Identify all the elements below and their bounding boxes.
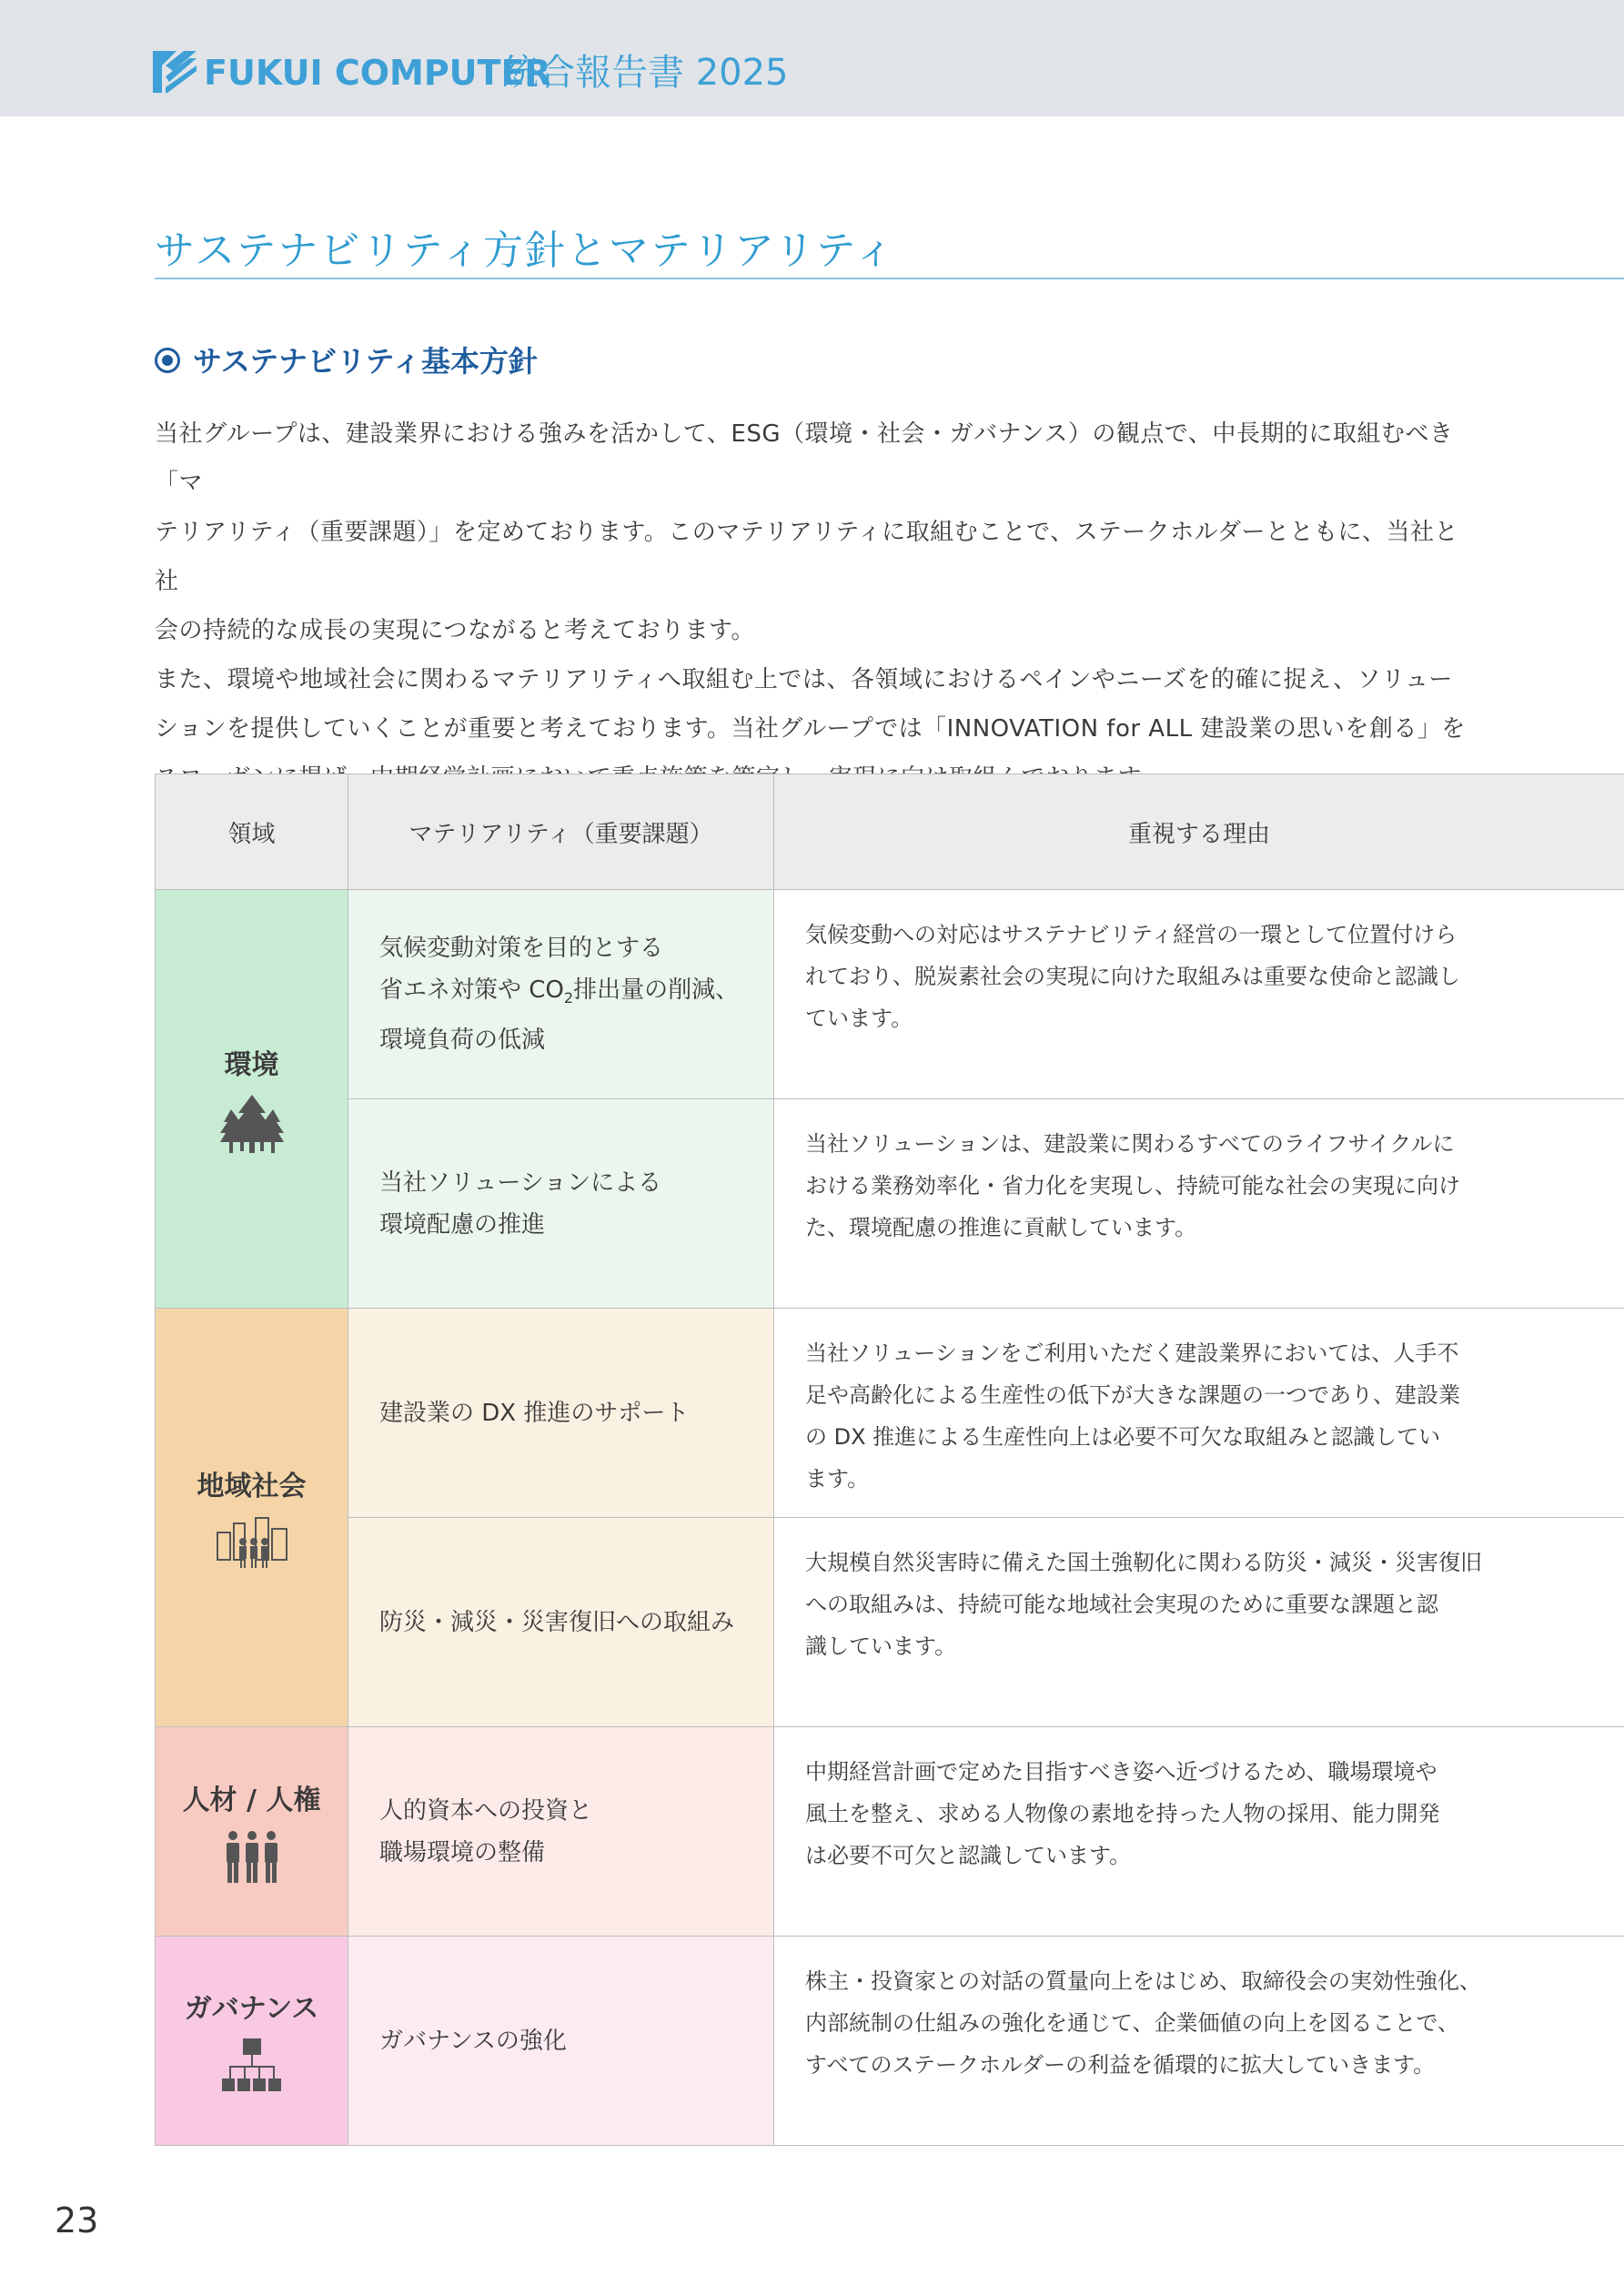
reason-line: 当社ソリューションは、建設業に関わるすべてのライフサイクルに [805, 1131, 1455, 1157]
reason-line: 中期経営計画で定めた目指すべき姿へ近づけるため、職場環境や [805, 1759, 1437, 1785]
header-reason: 重視する理由 [774, 774, 1624, 890]
reason-line: 当社ソリューションをご利用いただく建設業界においては、人手不 [805, 1340, 1459, 1366]
area-label: 人材 / 人権 [182, 1784, 321, 1816]
materiality-line: 人的資本への投資と [379, 1796, 593, 1825]
reason-line: すべてのステークホルダーの利益を循環的に拡大していきます。 [805, 2052, 1436, 2078]
table-row [156, 890, 1624, 1099]
table-row [156, 1727, 1624, 1937]
reason-line: 内部統制の仕組みの強化を通じて、企業価値の向上を図ることで、 [805, 2010, 1460, 2036]
reason-cell [774, 1727, 1624, 1937]
people-icon [224, 1830, 280, 1883]
reason-line: 識しています。 [805, 1633, 957, 1659]
reason-line: ます。 [805, 1466, 870, 1492]
intro-paragraph [155, 410, 1472, 803]
materiality-cell [348, 1309, 774, 1518]
materiality-line: 職場環境の整備 [379, 1838, 546, 1866]
intro-line: テリアリティ（重要課題）」を定めております。このマテリアリティに取組むことで、ステークホルダーとともに、当社と社 [155, 519, 1459, 595]
materiality-table [155, 774, 1624, 2146]
table-header-row [156, 774, 1624, 890]
intro-line: ションを提供していくことが重要と考えております。当社グループでは「INNOVATION for ALL 建設業の思いを創る」を [155, 715, 1466, 743]
table-row [156, 1099, 1624, 1309]
fukui-logo-icon [153, 51, 197, 93]
area-human [156, 1727, 348, 1937]
reason-cell [774, 1937, 1624, 2146]
header-band [0, 0, 1624, 116]
reason-line: おける業務効率化・省力化を実現し、持続可能な社会の実現に向け [805, 1173, 1460, 1199]
materiality-cell [348, 1727, 774, 1937]
reason-line: への取組みは、持続可能な地域社会実現のために重要な課題と認 [805, 1592, 1438, 1617]
section-title: サステナビリティ方針とマテリアリティ [155, 228, 896, 274]
intro-line: 会の持続的な成長の実現につながると考えております。 [155, 617, 755, 644]
reason-line: 気候変動への対応はサステナビリティ経営の一環として位置付けら [805, 922, 1458, 947]
community-buildings-icon [216, 1516, 288, 1569]
materiality-cell [348, 1518, 774, 1727]
reason-line: 大規模自然災害時に備えた国土強靭化に関わる防災・減災・災害復旧 [805, 1550, 1482, 1575]
org-chart-icon [222, 2038, 282, 2093]
area-label: ガバナンス [184, 1992, 319, 2025]
area-label: 地域社会 [197, 1470, 307, 1502]
reason-line: 風土を整え、求める人物像の素地を持った人物の採用、能力開発 [805, 1801, 1440, 1826]
area-environment [156, 890, 348, 1309]
materiality-line [379, 969, 773, 1019]
materiality-cell [348, 1937, 774, 2146]
reason-line: た、環境配慮の推進に貢献しています。 [805, 1215, 1197, 1240]
materiality-cell [348, 890, 774, 1099]
reason-line: 株主・投資家との対話の質量向上をはじめ、取締役会の実効性強化、 [805, 1968, 1482, 1994]
sub-heading [155, 339, 538, 383]
materiality-line: 建設業の DX 推進のサポート [379, 1399, 690, 1427]
co2-text: CO [529, 976, 564, 1004]
intro-line: また、環境や地域社会に関わるマテリアリティへ取組む上では、各領域におけるペインやニーズを的確に捉え、ソリュー [155, 666, 1453, 693]
reason-cell [774, 1518, 1624, 1727]
page-number: 23 [55, 2200, 99, 2240]
reason-line: 足や高齢化による生産性の低下が大きな課題の一つであり、建設業 [805, 1382, 1460, 1408]
materiality-text: 排出量の削減、 [573, 976, 740, 1004]
table-row [156, 1937, 1624, 2146]
reason-cell [774, 1099, 1624, 1309]
circle-bullet-icon [155, 348, 180, 373]
header-area: 領域 [156, 774, 348, 890]
materiality-line: ガバナンスの強化 [379, 2027, 567, 2055]
sub-heading-text: サステナビリティ基本方針 [193, 344, 538, 379]
materiality-line: 気候変動対策を目的とする [379, 934, 664, 962]
reason-line: は必要不可欠と認識しています。 [805, 1843, 1132, 1868]
materiality-line: 当社ソリューションによる [379, 1168, 662, 1197]
materiality-cell [348, 1099, 774, 1309]
reason-line: ています。 [805, 1006, 913, 1031]
materiality-line: 環境負荷の低減 [379, 1027, 546, 1055]
trees-icon [220, 1095, 284, 1153]
reason-cell [774, 890, 1624, 1099]
materiality-line: 環境配慮の推進 [379, 1210, 546, 1239]
reason-cell [774, 1309, 1624, 1518]
area-label: 環境 [224, 1048, 279, 1081]
brand-name: FUKUI COMPUTER [204, 53, 551, 93]
header-materiality: マテリアリティ（重要課題） [348, 774, 774, 890]
table-row [156, 1309, 1624, 1518]
area-governance [156, 1937, 348, 2146]
co2-subscript: 2 [563, 989, 574, 1007]
intro-line: 当社グループは、建設業界における強みを活かして、ESG（環境・社会・ガバナンス）の観点で、中長期的に取組むべき「マ [155, 420, 1454, 497]
table-row [156, 1518, 1624, 1727]
reason-line: れており、脱炭素社会の実現に向けた取組みは重要な使命と認識し [805, 964, 1460, 989]
materiality-line: 防災・減災・災害復旧への取組み [379, 1608, 735, 1636]
reason-line: の DX 推進による生産性向上は必要不可欠な取組みと認識してい [805, 1424, 1441, 1450]
area-community [156, 1309, 348, 1727]
materiality-text: 省エネ対策や [379, 976, 522, 1004]
section-divider [155, 278, 1624, 279]
report-title: 統合報告書 2025 [502, 52, 789, 94]
